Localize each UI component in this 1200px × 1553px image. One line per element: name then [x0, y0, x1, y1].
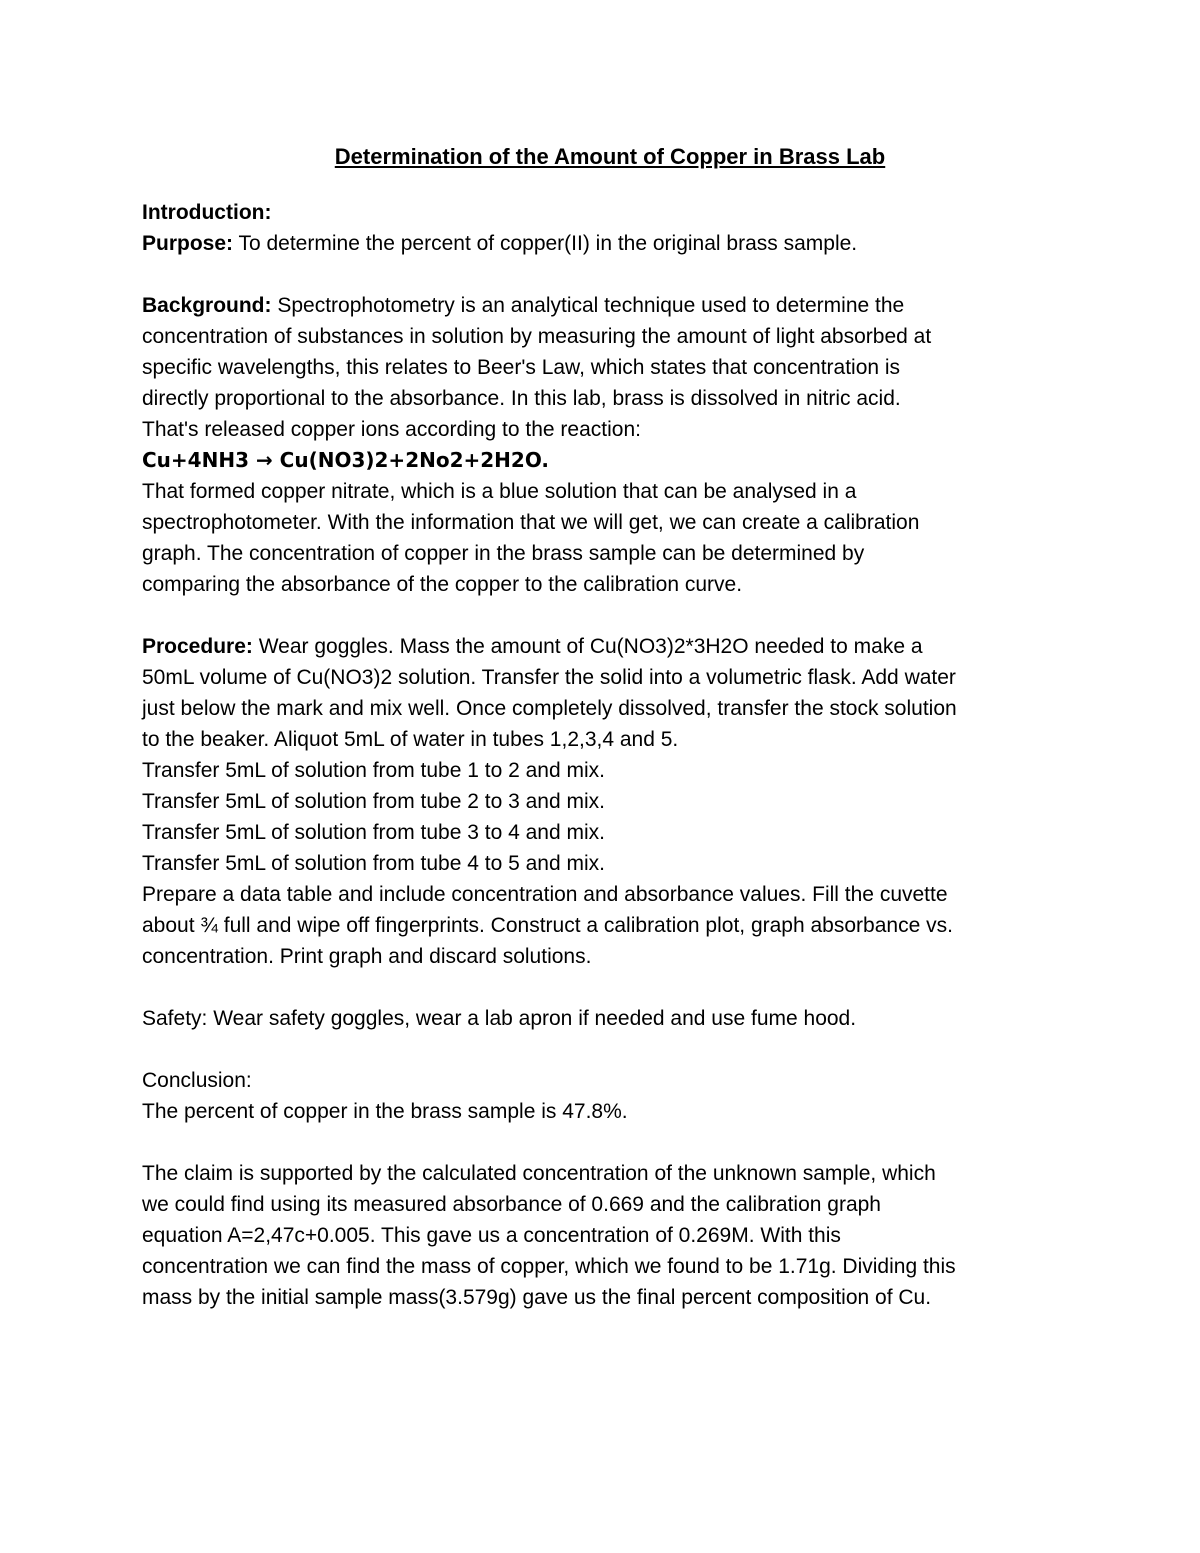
procedure-label: Procedure: [142, 635, 253, 658]
spacer [142, 972, 1062, 1003]
procedure-line: 50mL volume of Cu(NO3)2 solution. Transfer the solid into a volumetric flask. Add water [142, 666, 956, 689]
procedure-line: Transfer 5mL of solution from tube 2 to 3 and mix. [142, 790, 605, 813]
purpose-line [142, 228, 1062, 259]
procedure-line: concentration. Print graph and discard solutions. [142, 945, 592, 968]
background-line: specific wavelengths, this relates to Beer's Law, which states that concentration is [142, 356, 901, 379]
introduction-heading: Introduction: [142, 201, 272, 224]
spacer [142, 259, 1062, 290]
spacer [142, 1034, 1062, 1065]
procedure-line: Transfer 5mL of solution from tube 3 to 4 and mix. [142, 821, 605, 844]
purpose-text: To determine the percent of copper(II) in the original brass sample. [233, 232, 858, 255]
conclusion-line: concentration we can find the mass of copper, which we found to be 1.71g. Dividing this [142, 1255, 956, 1278]
spacer [142, 1127, 1062, 1158]
procedure-line: Transfer 5mL of solution from tube 4 to 5 and mix. [142, 852, 605, 875]
purpose-label: Purpose: [142, 232, 234, 255]
background-line: That's released copper ions according to the reaction: [142, 418, 641, 441]
procedure-line: Prepare a data table and include concentration and absorbance values. Fill the cuvette [142, 883, 948, 906]
background-label: Background: [142, 294, 272, 317]
background-line-1 [142, 290, 1062, 321]
safety-line: Safety: Wear safety goggles, wear a lab apron if needed and use fume hood. [142, 1007, 857, 1030]
spacer [142, 600, 1062, 631]
background-line: directly proportional to the absorbance. In this lab, brass is dissolved in nitric acid. [142, 387, 901, 410]
procedure-line: Transfer 5mL of solution from tube 1 to 2 and mix. [142, 759, 605, 782]
conclusion-line: The claim is supported by the calculated concentration of the unknown sample, which [142, 1162, 936, 1185]
reaction-equation: Cu+4NH3 → Cu(NO3)2+2No2+2H2O. [142, 448, 549, 472]
background-text: Spectrophotometry is an analytical technique used to determine the [271, 294, 905, 317]
conclusion-line: we could find using its measured absorbance of 0.669 and the calibration graph [142, 1193, 881, 1216]
background-line: graph. The concentration of copper in the brass sample can be determined by [142, 542, 865, 565]
conclusion-line: mass by the initial sample mass(3.579g) gave us the final percent composition of Cu. [142, 1286, 932, 1309]
document-page [142, 140, 1062, 1313]
conclusion-heading: Conclusion: [142, 1069, 252, 1092]
procedure-line-1 [142, 631, 1062, 662]
procedure-line: about ¾ full and wipe off fingerprints. Construct a calibration plot, graph absorbance vs. [142, 914, 953, 937]
background-line: comparing the absorbance of the copper to the calibration curve. [142, 573, 743, 596]
background-line: concentration of substances in solution by measuring the amount of light absorbed at [142, 325, 932, 348]
conclusion-line: equation A=2,47c+0.005. This gave us a concentration of 0.269M. With this [142, 1224, 841, 1247]
procedure-line: to the beaker. Aliquot 5mL of water in tubes 1,2,3,4 and 5. [142, 728, 679, 751]
background-line: spectrophotometer. With the information that we will get, we can create a calibration [142, 511, 920, 534]
procedure-text: Wear goggles. Mass the amount of Cu(NO3)2*3H2O needed to make a [252, 635, 923, 658]
conclusion-claim: The percent of copper in the brass sample is 47.8%. [142, 1100, 628, 1123]
procedure-line: just below the mark and mix well. Once completely dissolved, transfer the stock solution [142, 697, 957, 720]
document-title: Determination of the Amount of Copper in Brass Lab [334, 144, 886, 169]
background-line: That formed copper nitrate, which is a blue solution that can be analysed in a [142, 480, 857, 503]
